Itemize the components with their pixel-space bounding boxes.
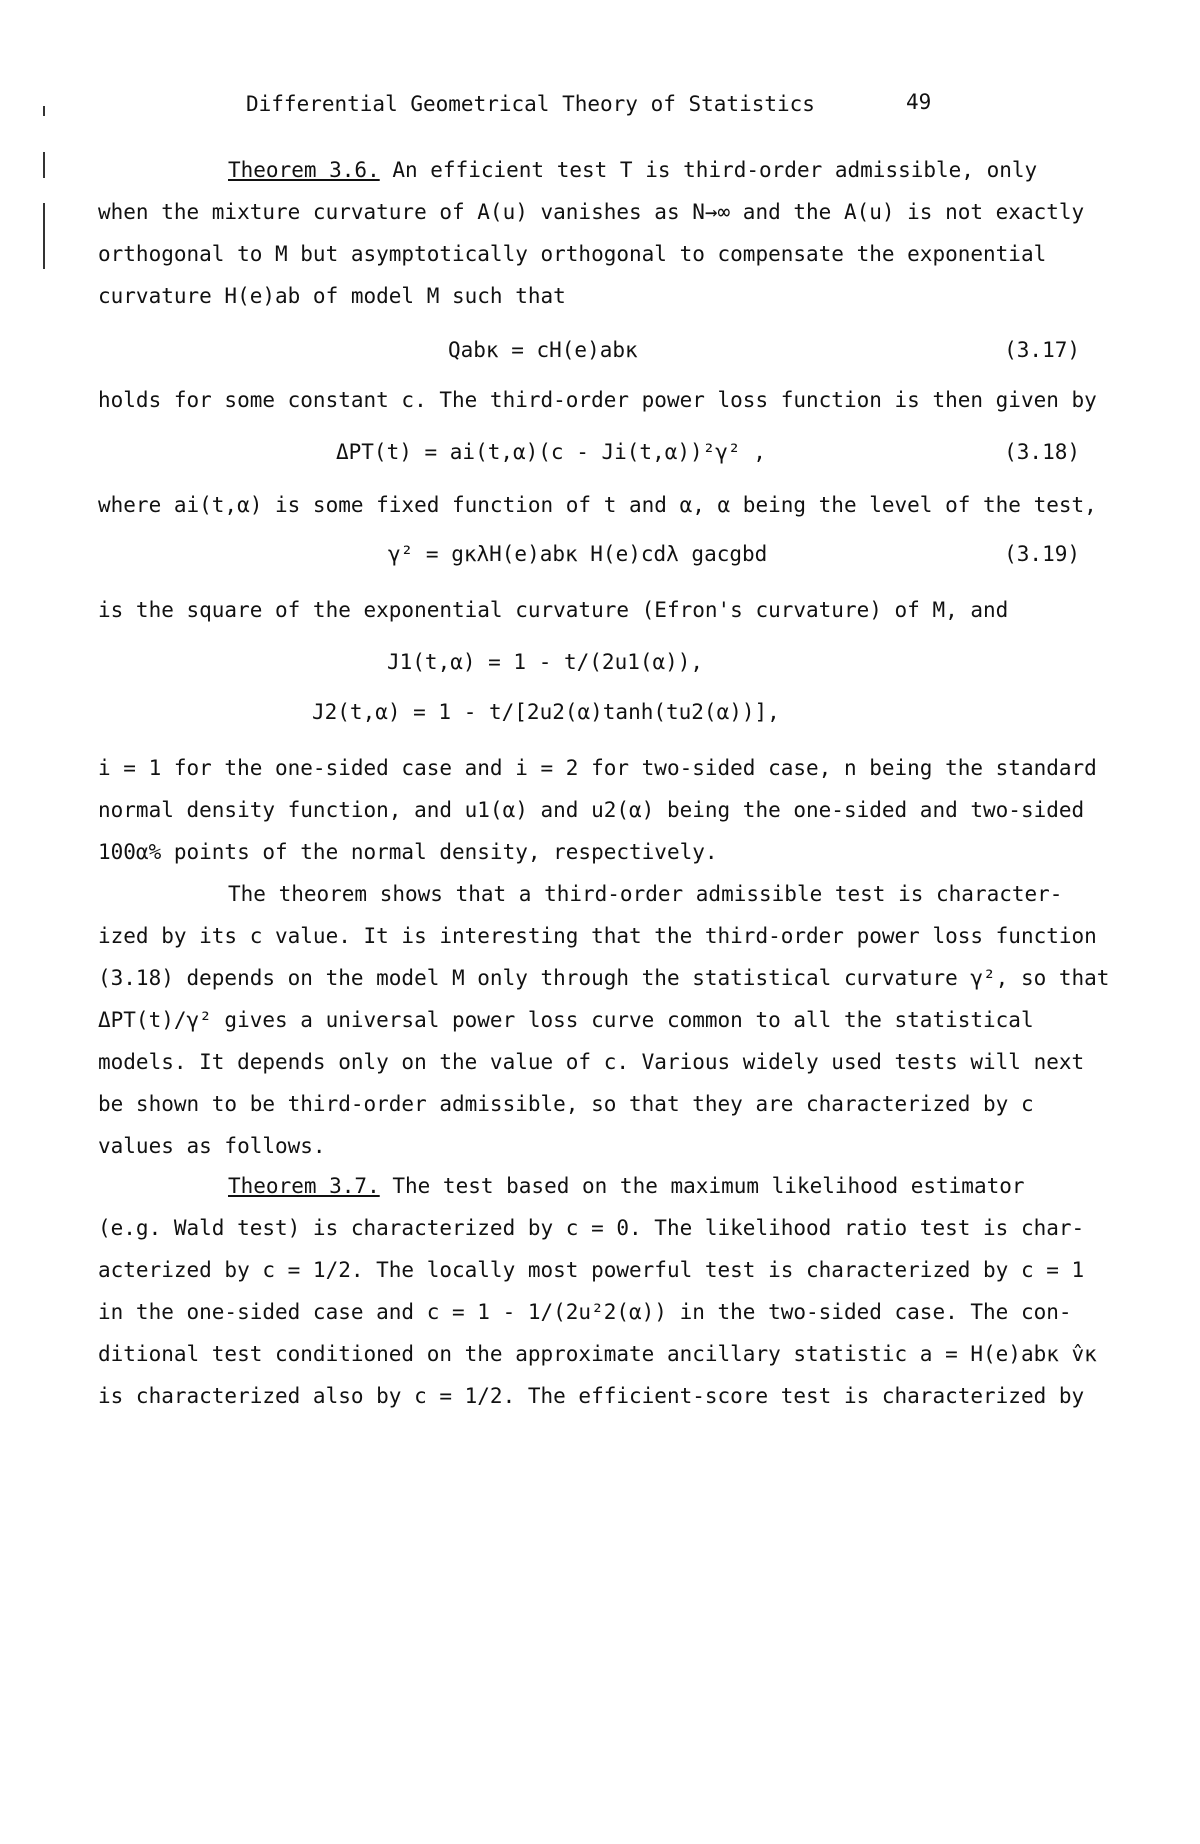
equation-number: (3.19) [1004, 542, 1080, 566]
page-number: 49 [906, 90, 932, 114]
text-line: models. It depends only on the value of c. Various widely used tests will next [98, 1050, 1085, 1074]
text-line: in the one-sided case and c = 1 - 1/(2u²2(α)) in the two-sided case. The con- [98, 1300, 1072, 1324]
text-line: i = 1 for the one-sided case and i = 2 for two-sided case, n being the standard [98, 756, 1097, 780]
margin-mark [43, 203, 45, 269]
text-line: The theorem shows that a third-order admissible test is character- [228, 882, 1063, 906]
margin-mark [43, 106, 45, 116]
text-line: normal density function, and u1(α) and u2(α) being the one-sided and two-sided [98, 798, 1085, 822]
text-line: is characterized also by c = 1/2. The efficient-score test is characterized by [98, 1384, 1085, 1408]
text-line: acterized by c = 1/2. The locally most powerful test is characterized by c = 1 [98, 1258, 1085, 1282]
equation-number: (3.17) [1004, 338, 1080, 362]
text-line: when the mixture curvature of A(u) vanishes as N→∞ and the A(u) is not exactly [98, 200, 1085, 224]
text-line: Theorem 3.7. The test based on the maximum likelihood estimator [228, 1174, 1025, 1198]
text-line: is the square of the exponential curvature (Efron's curvature) of M, and [98, 598, 1009, 622]
equation: J1(t,α) = 1 - t/(2u1(α)), [387, 650, 704, 674]
theorem-label: Theorem 3.6. [228, 158, 380, 182]
text-line: ized by its c value. It is interesting that the third-order power loss function [98, 924, 1097, 948]
text-line: where ai(t,α) is some fixed function of t and α, α being the level of the test, [98, 493, 1097, 517]
text-line: values as follows. [98, 1134, 326, 1158]
text-line: ditional test conditioned on the approximate ancillary statistic a = H(e)abκ v̂κ [98, 1342, 1097, 1366]
equation: ΔPT(t) = ai(t,α)(c - Ji(t,α))²γ² , [336, 440, 766, 464]
text-line: holds for some constant c. The third-order power loss function is then given by [98, 388, 1097, 412]
text-line: 100α% points of the normal density, respectively. [98, 840, 718, 864]
text-line: Theorem 3.6. An efficient test T is third-order admissible, only [228, 158, 1038, 182]
equation: γ² = gκλH(e)abκ H(e)cdλ gacgbd [388, 542, 768, 566]
equation: J2(t,α) = 1 - t/[2u2(α)tanh(tu2(α))], [312, 700, 780, 724]
text-line: curvature H(e)ab of model M such that [98, 284, 566, 308]
equation-number: (3.18) [1004, 440, 1080, 464]
text-line: be shown to be third-order admissible, so that they are characterized by c [98, 1092, 1034, 1116]
text-line: orthogonal to M but asymptotically orthogonal to compensate the exponential [98, 242, 1047, 266]
running-header: Differential Geometrical Theory of Statistics [246, 92, 815, 116]
text-line: ΔPT(t)/γ² gives a universal power loss curve common to all the statistical [98, 1008, 1034, 1032]
theorem-label: Theorem 3.7. [228, 1174, 380, 1198]
text-line: (3.18) depends on the model M only through the statistical curvature γ², so that [98, 966, 1110, 990]
margin-mark [43, 152, 45, 178]
equation: Qabκ = cH(e)abκ [448, 338, 638, 362]
text-line: (e.g. Wald test) is characterized by c = 0. The likelihood ratio test is char- [98, 1216, 1085, 1240]
